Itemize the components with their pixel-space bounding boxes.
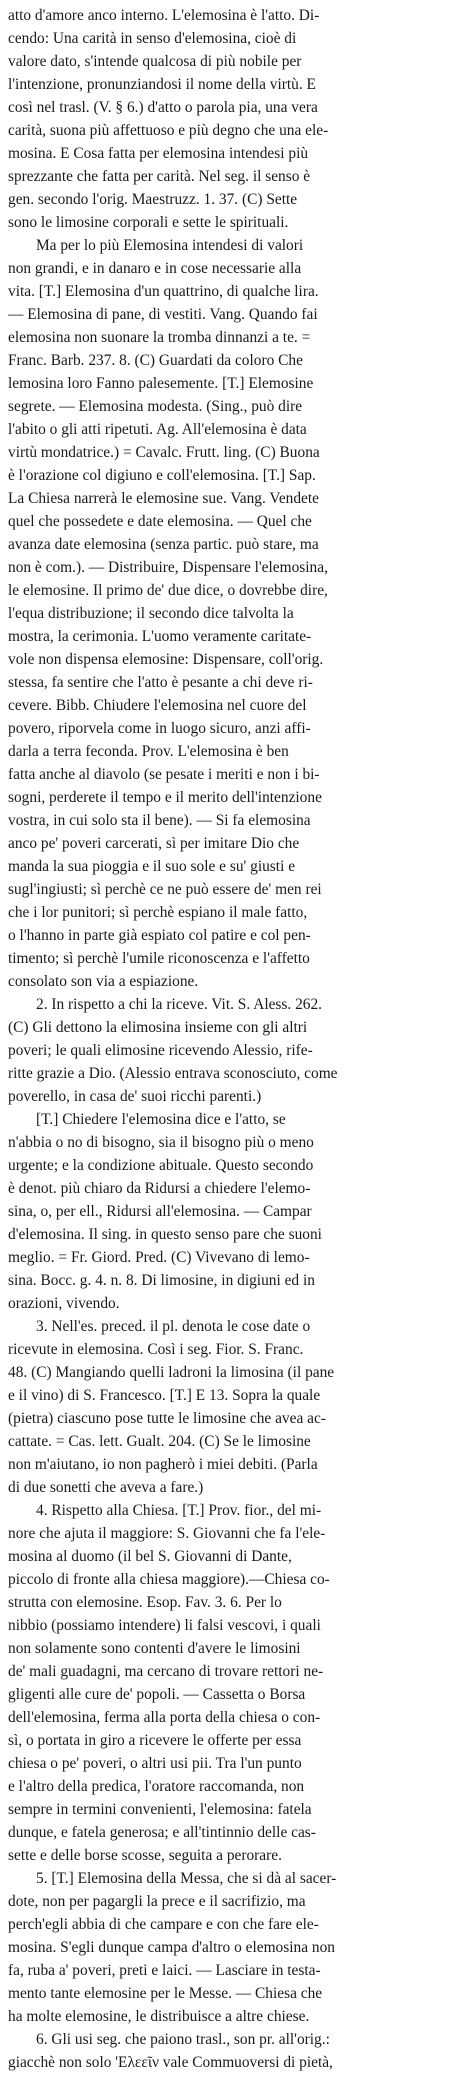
text-line: n'abbia o no di bisogno, sia il bisogno più o meno [8,1134,314,1151]
text-line: l'intenzione, pronunziandosi il nome della virtù. E [8,76,316,93]
text-line: consolato son via a espiazione. [8,973,199,990]
text-line: gen. secondo l'orig. Maestruzz. 1. 37. (C) Sette [8,191,298,208]
text-line: dell'elemosina, ferma alla porta della chiesa o con- [8,1709,321,1726]
text-line: 2. In rispetto a chi la riceve. Vit. S. Aless. 262. [36,996,323,1013]
text-line: povero, riporvela come in luogo sicuro, anzi affi- [8,720,311,737]
text-line: sette e delle borse scosse, seguita a perorare. [8,1847,282,1864]
text-line: mosina. E Cosa fatta per elemosina intendesi più [8,145,309,162]
text-line: sempre in termini convenienti, l'elemosina: fatela [8,1801,312,1818]
text-line: e l'altro della predica, l'oratore raccomanda, non [8,1778,305,1795]
text-line: vole non dispensa elemosine: Dispensare, coll'orig. [8,651,324,668]
text-line: così nel trasl. (V. § 6.) d'atto o parola pia, una vera [8,99,318,116]
text-line: fatta anche al diavolo (se pesate i meriti e non i bi- [8,766,320,783]
text-line: Franc. Barb. 237. 8. (C) Guardati da coloro Che [8,352,303,369]
text-line: atto d'amore anco interno. L'elemosina è l'atto. Di- [8,7,320,24]
text-line: Ma per lo più Elemosina intendesi di valori [36,237,304,254]
text-line: mento tante elemosine per le Messe. — Chiesa che [8,1985,323,2002]
text-line: non m'aiutano, io non pagherò i miei debiti. (Parla [8,1456,318,1473]
text-line: vita. [T.] Elemosina d'un quattrino, di qualche lira. [8,283,319,300]
text-line: mostra, la cerimonia. L'uomo veramente caritate- [8,628,312,645]
text-line: perch'egli abbia di che campare e con che fare ele- [8,1916,319,1933]
text-line: gligenti alle cure de' popoli. — Cassetta o Borsa [8,1686,306,1703]
text-line: segrete. — Elemosina modesta. (Sing., può dire [8,398,303,415]
text-line: sprezzante che fatta per carità. Nel seg. il senso è [8,168,311,185]
text-line: (pietra) ciascuno pose tutte le limosine che avea ac- [8,1410,326,1427]
text-line: chiesa o pe' poveri, o altri usi pii. Tra l'un punto [8,1755,302,1772]
text-line: sì, o portata in giro a ricevere le offerte per essa [8,1732,302,1749]
text-line: mosina al duomo (il bel S. Giovanni di Dante, [8,1548,292,1565]
text-line: nibbio (possiamo intendere) li falsi vescovi, i quali [8,1617,321,1634]
text-line: l'equa distribuzione; il secondo dice talvolta la [8,605,294,622]
text-line: timento; sì perchè l'umile riconoscenza e l'affetto [8,950,310,967]
text-line: di due sonetti che aveva a fare.) [8,1479,204,1496]
text-line: che i lor punitori; sì perchè espiano il male fatto, [8,904,308,921]
text-line: sogni, perderete il tempo e il merito dell'intenzione [8,789,322,806]
text-line: sugl'ingiusti; sì perchè ce ne può essere de' men rei [8,881,322,898]
text-line: orazioni, vivendo. [8,1295,120,1312]
text-line: cendo: Una carità in senso d'elemosina, cioè di [8,30,297,47]
text-line: dote, non per pagargli la prece e il sacrifizio, ma [8,1893,306,1910]
text-line: carità, suona più affettuoso e più degno che una ele- [8,122,329,139]
text-line: avanza date elemosina (senza partic. può stare, ma [8,536,319,553]
text-line: dunque, e fatela generosa; e all'tintinnio delle cas- [8,1824,316,1841]
text-line: urgente; e la condizione abituale. Questo secondo [8,1157,314,1174]
text-line: anco pe' poveri carcerati, sì per imitare Dio che [8,835,300,852]
text-line: manda la sua pioggia e il suo sole e su' giusti e [8,858,296,875]
text-line: — Elemosina di pane, di vestiti. Vang. Quando fai [8,306,318,323]
text-line: cattate. = Cas. lett. Gualt. 204. (C) Se le limosine [8,1433,311,1450]
text-line: 3. Nell'es. preced. il pl. denota le cose date o [36,1318,311,1335]
text-line: strutta con elemosine. Esop. Fav. 3. 6. Per lo [8,1594,282,1611]
text-line: ricevute in elemosina. Così i seg. Fior. S. Franc. [8,1341,304,1358]
text-line: mosina. S'egli dunque campa d'altro o elemosina non [8,1939,335,1956]
text-line: sina. Bocc. g. 4. n. 8. Di limosine, in digiuni ed in [8,1272,315,1289]
text-line: fa, ruba a' poveri, preti e laici. — Lasciare in testa- [8,1962,321,1979]
text-line: è l'orazione col digiuno e coll'elemosina. [T.] Sap. [8,467,316,484]
text-line: non solamente sono contenti d'avere le limosini [8,1640,301,1657]
text-line: sina, o, per ell., Ridursi all'elemosina. — Campar [8,1203,312,1220]
text-line: lemosina loro Fanno palesemente. [T.] Elemosine [8,375,314,392]
text-line: (C) Gli dettono la elimosina insieme con gli altri [8,1019,308,1036]
text-line: piccolo di fronte alla chiesa maggiore).—Chiesa co- [8,1571,330,1588]
text-line: non è com.). — Distribuire, Dispensare l'elemosina, [8,559,328,576]
text-line: è denot. più chiaro da Ridursi a chiedere l'elemo- [8,1180,311,1197]
text-line: virtù mondatrice.) = Cavalc. Frutt. ling. (C) Buona [8,444,320,461]
text-line: La Chiesa narrerà le elemosine sue. Vang. Vendete [8,490,319,507]
text-line: o l'hanno in parte già espiato col patire e col pen- [8,927,311,944]
text-line: cevere. Bibb. Chiudere l'elemosina nel cuore del [8,697,307,714]
text-line: darla a terra feconda. Prov. L'elemosina è ben [8,743,289,760]
text-line: vostra, in cui solo sta il bene). — Si fa elemosina [8,812,311,829]
text-line: d'elemosina. Il sing. in questo senso pare che suoni [8,1226,322,1243]
text-line: ritte grazie a Dio. (Alessio entrava sconosciuto, come [8,1065,338,1082]
text-line: valore dato, s'intende qualcosa di più nobile per [8,53,302,70]
text-line: poverello, in casa de' suoi ricchi parenti.) [8,1088,262,1105]
text-line: 6. Gli usi seg. che paiono trasl., son pr. all'orig.: [36,2031,330,2048]
text-line: le elemosine. Il primo de' due dice, o dovrebbe dire, [8,582,328,599]
text-line: 5. [T.] Elemosina della Messa, che si dà al sacer- [36,1870,337,1887]
text-line: 48. (C) Mangiando quelli ladroni la limosina (il pane [8,1364,335,1381]
text-line: sono le limosine corporali e sette le spirituali. [8,214,289,231]
text-line: e il vino) di S. Francesco. [T.] E 13. Sopra la quale [8,1387,321,1404]
text-line: meglio. = Fr. Giord. Pred. (C) Vivevano di lemo- [8,1249,310,1266]
text-line: nore che ajuta il maggiore: S. Giovanni che fa l'ele- [8,1525,326,1542]
text-line: ha molte elemosine, le distribuisce a altre chiese. [8,2008,310,2025]
text-line: giacchè non solo 'Ελεεῖν vale Commuoversi di pietà, [8,2054,333,2071]
text-line: de' mali guadagni, ma cercano di trovare rettori ne- [8,1663,324,1680]
text-line: [T.] Chiedere l'elemosina dice e l'atto, se [36,1111,286,1128]
text-line: quel che possedete e date elemosina. — Quel che [8,513,312,530]
text-line: elemosina non suonare la tromba dinnanzi a te. = [8,329,311,346]
text-line: poveri; le quali elimosine ricevendo Alessio, rife- [8,1042,313,1059]
text-line: 4. Rispetto alla Chiesa. [T.] Prov. fior., del mi- [36,1502,322,1519]
text-line: stessa, fa sentire che l'atto è pesante a chi deve ri- [8,674,313,691]
text-line: non grandi, e in danaro e in cose necessarie alla [8,260,302,277]
text-line: l'abito o gli atti ripetuti. Ag. All'elemosina è data [8,421,307,438]
